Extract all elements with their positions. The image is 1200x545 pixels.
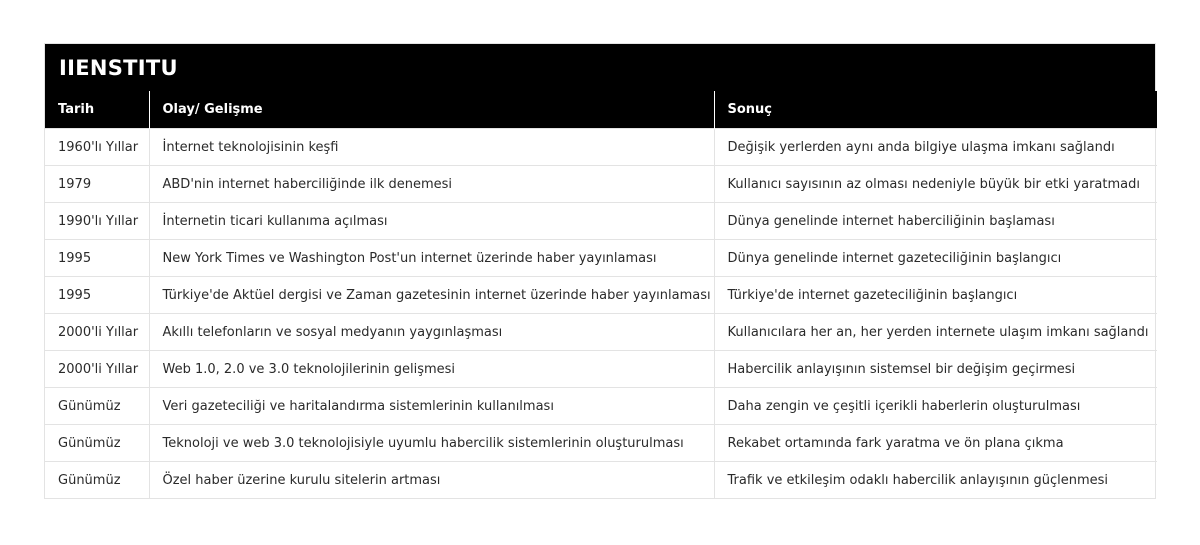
cell-event: Teknoloji ve web 3.0 teknolojisiyle uyumlu habercilik sistemlerinin oluşturulması bbox=[149, 425, 714, 462]
cell-date: 1995 bbox=[45, 240, 149, 277]
cell-date: Günümüz bbox=[45, 388, 149, 425]
table-row bbox=[45, 129, 1157, 166]
cell-date: 1995 bbox=[45, 277, 149, 314]
cell-result: Kullanıcı sayısının az olması nedeniyle büyük bir etki yaratmadı bbox=[714, 166, 1157, 203]
cell-event: Web 1.0, 2.0 ve 3.0 teknolojilerinin gelişmesi bbox=[149, 351, 714, 388]
header-result: Sonuç bbox=[714, 91, 1157, 129]
cell-event: ABD'nin internet haberciliğinde ilk denemesi bbox=[149, 166, 714, 203]
table-row bbox=[45, 203, 1157, 240]
cell-event: Özel haber üzerine kurulu sitelerin artması bbox=[149, 462, 714, 499]
table-row bbox=[45, 351, 1157, 388]
cell-event: Veri gazeteciliği ve haritalandırma sistemlerinin kullanılması bbox=[149, 388, 714, 425]
cell-date: Günümüz bbox=[45, 425, 149, 462]
cell-date: 2000'li Yıllar bbox=[45, 314, 149, 351]
cell-date: 1990'lı Yıllar bbox=[45, 203, 149, 240]
table-row bbox=[45, 425, 1157, 462]
cell-result: Türkiye'de internet gazeteciliğinin başlangıcı bbox=[714, 277, 1157, 314]
cell-event: Akıllı telefonların ve sosyal medyanın yaygınlaşması bbox=[149, 314, 714, 351]
cell-result: Dünya genelinde internet haberciliğinin başlaması bbox=[714, 203, 1157, 240]
brand-title: IIENSTITU bbox=[45, 44, 1155, 91]
cell-result: Rekabet ortamında fark yaratma ve ön plana çıkma bbox=[714, 425, 1157, 462]
table-row bbox=[45, 462, 1157, 499]
cell-result: Trafik ve etkileşim odaklı habercilik anlayışının güçlenmesi bbox=[714, 462, 1157, 499]
cell-date: 1979 bbox=[45, 166, 149, 203]
table-row bbox=[45, 388, 1157, 425]
cell-event: İnternetin ticari kullanıma açılması bbox=[149, 203, 714, 240]
table-body bbox=[45, 129, 1157, 499]
header-event: Olay/ Gelişme bbox=[149, 91, 714, 129]
timeline-table-card bbox=[44, 43, 1156, 499]
table-row bbox=[45, 240, 1157, 277]
cell-date: 1960'lı Yıllar bbox=[45, 129, 149, 166]
table-row bbox=[45, 314, 1157, 351]
cell-event: Türkiye'de Aktüel dergisi ve Zaman gazetesinin internet üzerinde haber yayınlaması bbox=[149, 277, 714, 314]
cell-result: Dünya genelinde internet gazeteciliğinin başlangıcı bbox=[714, 240, 1157, 277]
cell-result: Daha zengin ve çeşitli içerikli haberlerin oluşturulması bbox=[714, 388, 1157, 425]
header-row bbox=[45, 91, 1157, 129]
header-date: Tarih bbox=[45, 91, 149, 129]
timeline-table bbox=[45, 91, 1157, 498]
table-row bbox=[45, 277, 1157, 314]
cell-event: İnternet teknolojisinin keşfi bbox=[149, 129, 714, 166]
table-header bbox=[45, 91, 1157, 129]
cell-result: Habercilik anlayışının sistemsel bir değişim geçirmesi bbox=[714, 351, 1157, 388]
cell-result: Değişik yerlerden aynı anda bilgiye ulaşma imkanı sağlandı bbox=[714, 129, 1157, 166]
cell-date: 2000'li Yıllar bbox=[45, 351, 149, 388]
table-row bbox=[45, 166, 1157, 203]
cell-date: Günümüz bbox=[45, 462, 149, 499]
cell-result: Kullanıcılara her an, her yerden internete ulaşım imkanı sağlandı bbox=[714, 314, 1157, 351]
cell-event: New York Times ve Washington Post'un internet üzerinde haber yayınlaması bbox=[149, 240, 714, 277]
